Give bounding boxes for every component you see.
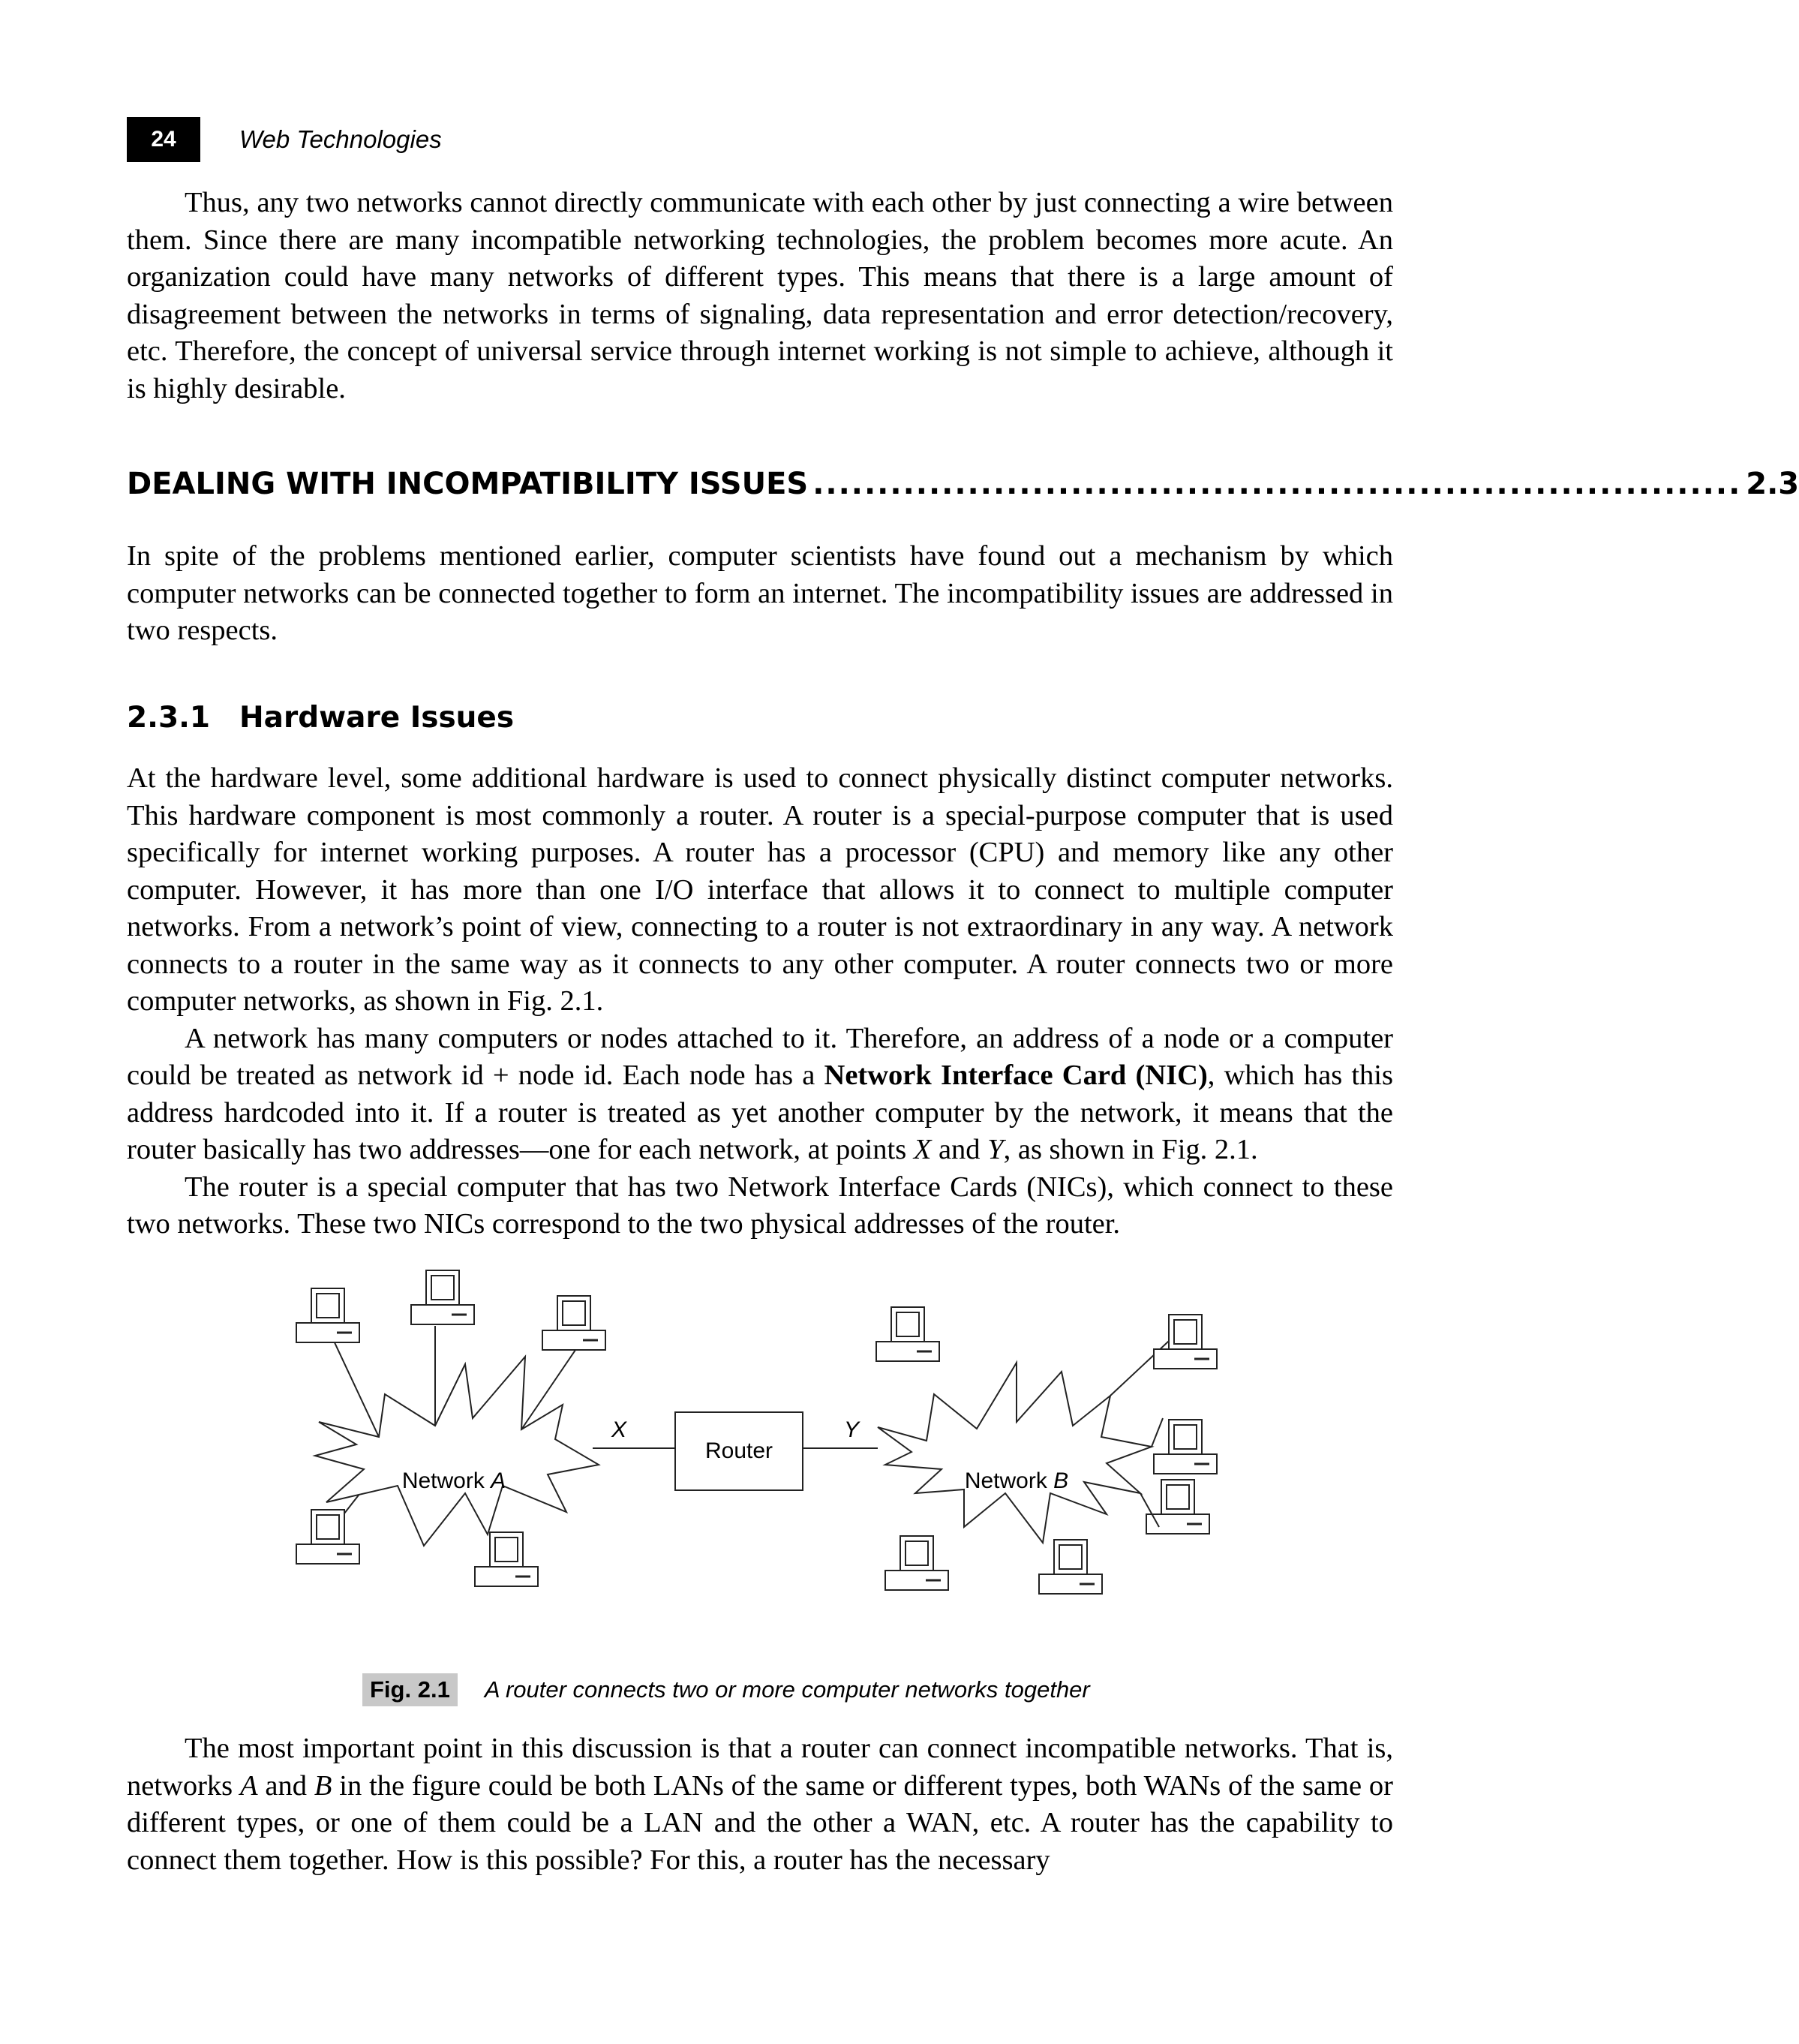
figure-network-diagram: [285, 1268, 1260, 1658]
paragraph-4: [127, 1020, 1393, 1169]
computer-a5: [475, 1532, 538, 1586]
computer-a3: [542, 1296, 605, 1350]
paragraph-1-text: Thus, any two networks cannot directly communicate with each other by just connecting a wire between them. Since there are many incompatible networking technologies, the problem becomes more acute. An organization could have many networks of different types. This means that there is a large amount of disagreement between the networks in terms of signaling, data representation and error detection/recovery, etc. Therefore, the concept of universal service through internet working is not simple to achieve, although it is highly desirable.: [127, 187, 1393, 404]
caption-text: A router connects two or more computer networks together: [484, 1676, 1090, 1703]
computer-b1: [876, 1307, 939, 1361]
computer-b4: [1146, 1480, 1209, 1534]
computer-a4: [296, 1510, 359, 1564]
p4-part-1: A network has many computers or nodes attached to it. Therefore, an address of a node or a computer could be treated as network id + node id. Each node has a: [127, 1022, 1393, 1091]
subsection-heading: [127, 695, 514, 740]
p6-part-2: and: [257, 1769, 314, 1802]
paragraph-6-text: [127, 1730, 1393, 1879]
network-b-ref: B: [314, 1769, 332, 1802]
network-a-label: Network A: [401, 1468, 506, 1493]
body-block: [127, 760, 1393, 1243]
point-y-label: Y: [843, 1417, 860, 1442]
network-a-cloud: [315, 1357, 599, 1546]
paragraph-5-text: The router is a special computer that has two Network Interface Cards (NICs), which connect to these two networks. These two NICs correspond to the two physical addresses of the router.: [127, 1171, 1393, 1240]
network-b-cloud: [878, 1363, 1152, 1543]
paragraph-2: [127, 538, 1393, 650]
p4-part-2: , which has this address hardcoded into it. If a router is treated as yet another computer by the network, it means that the router basically has two addresses—one for each network, at points: [127, 1060, 1393, 1165]
computer-a1: [296, 1288, 359, 1342]
paragraph-6: [127, 1730, 1393, 1879]
network-diagram: [285, 1268, 1260, 1658]
point-x-ref: X: [913, 1134, 932, 1165]
network-b-label: Network B: [964, 1468, 1069, 1493]
computer-b6: [1039, 1540, 1102, 1594]
subsection-number: 2.3.1: [127, 700, 211, 735]
point-y-ref: Y: [987, 1134, 1004, 1165]
point-x-label: X: [611, 1417, 627, 1442]
computer-b2: [1154, 1315, 1217, 1369]
caption-label: Fig. 2.1: [362, 1673, 458, 1706]
figure-caption: [362, 1672, 1090, 1708]
network-a-ref: A: [240, 1769, 258, 1802]
computer-b5: [885, 1536, 948, 1590]
dot-leader: ........................................................................: [812, 467, 1742, 501]
router-label: Router: [704, 1438, 773, 1463]
section-heading: [127, 467, 1799, 516]
computer-b3: [1154, 1420, 1217, 1474]
p4-end: , as shown in Fig. 2.1.: [1003, 1134, 1258, 1165]
paragraph-1: [127, 185, 1393, 407]
section-title: DEALING WITH INCOMPATIBILITY ISSUES: [127, 467, 809, 501]
p4-and: and: [931, 1134, 988, 1165]
running-title: Web Technologies: [239, 125, 442, 153]
page-header: [127, 117, 442, 162]
nic-term: Network Interface Card (NIC): [824, 1060, 1208, 1091]
subsection-title: Hardware Issues: [239, 700, 515, 735]
paragraph-3-text: At the hardware level, some additional hardware is used to connect physically distinct computer networks. This hardware component is most commonly a router. A router is a special-purpose computer that is used specifically for internet working purposes. A router has a processor (CPU) and memory like any other computer. However, it has more than one I/O interface that allows it to connect to multiple computer networks. From a network’s point of view, connecting to a router is not extraordinary in any way. A network connects to a router in the same way as it connects to any other computer. A router connects two or more computer networks, as shown in Fig. 2.1.: [127, 762, 1393, 1017]
p6-part-1: The most important point in this discussion is that a router can connect incompatible networks. That is, networks: [127, 1733, 1393, 1802]
p6-part-3: in the figure could be both LANs of the same or different types, both WANs of the same or different types, or one of them could be a LAN and the other a WAN, etc. A router has the capability to connect them together. How is this possible? For this, a router has the necessary: [127, 1769, 1393, 1876]
computer-a2: [411, 1270, 474, 1324]
section-number: 2.3: [1746, 467, 1799, 501]
paragraph-2-text: In spite of the problems mentioned earlier, computer scientists have found out a mechanism by which computer networks can be connected together to form an internet. The incompatibility issues are addressed in two respects.: [127, 540, 1393, 646]
page-number: 24: [127, 117, 200, 162]
